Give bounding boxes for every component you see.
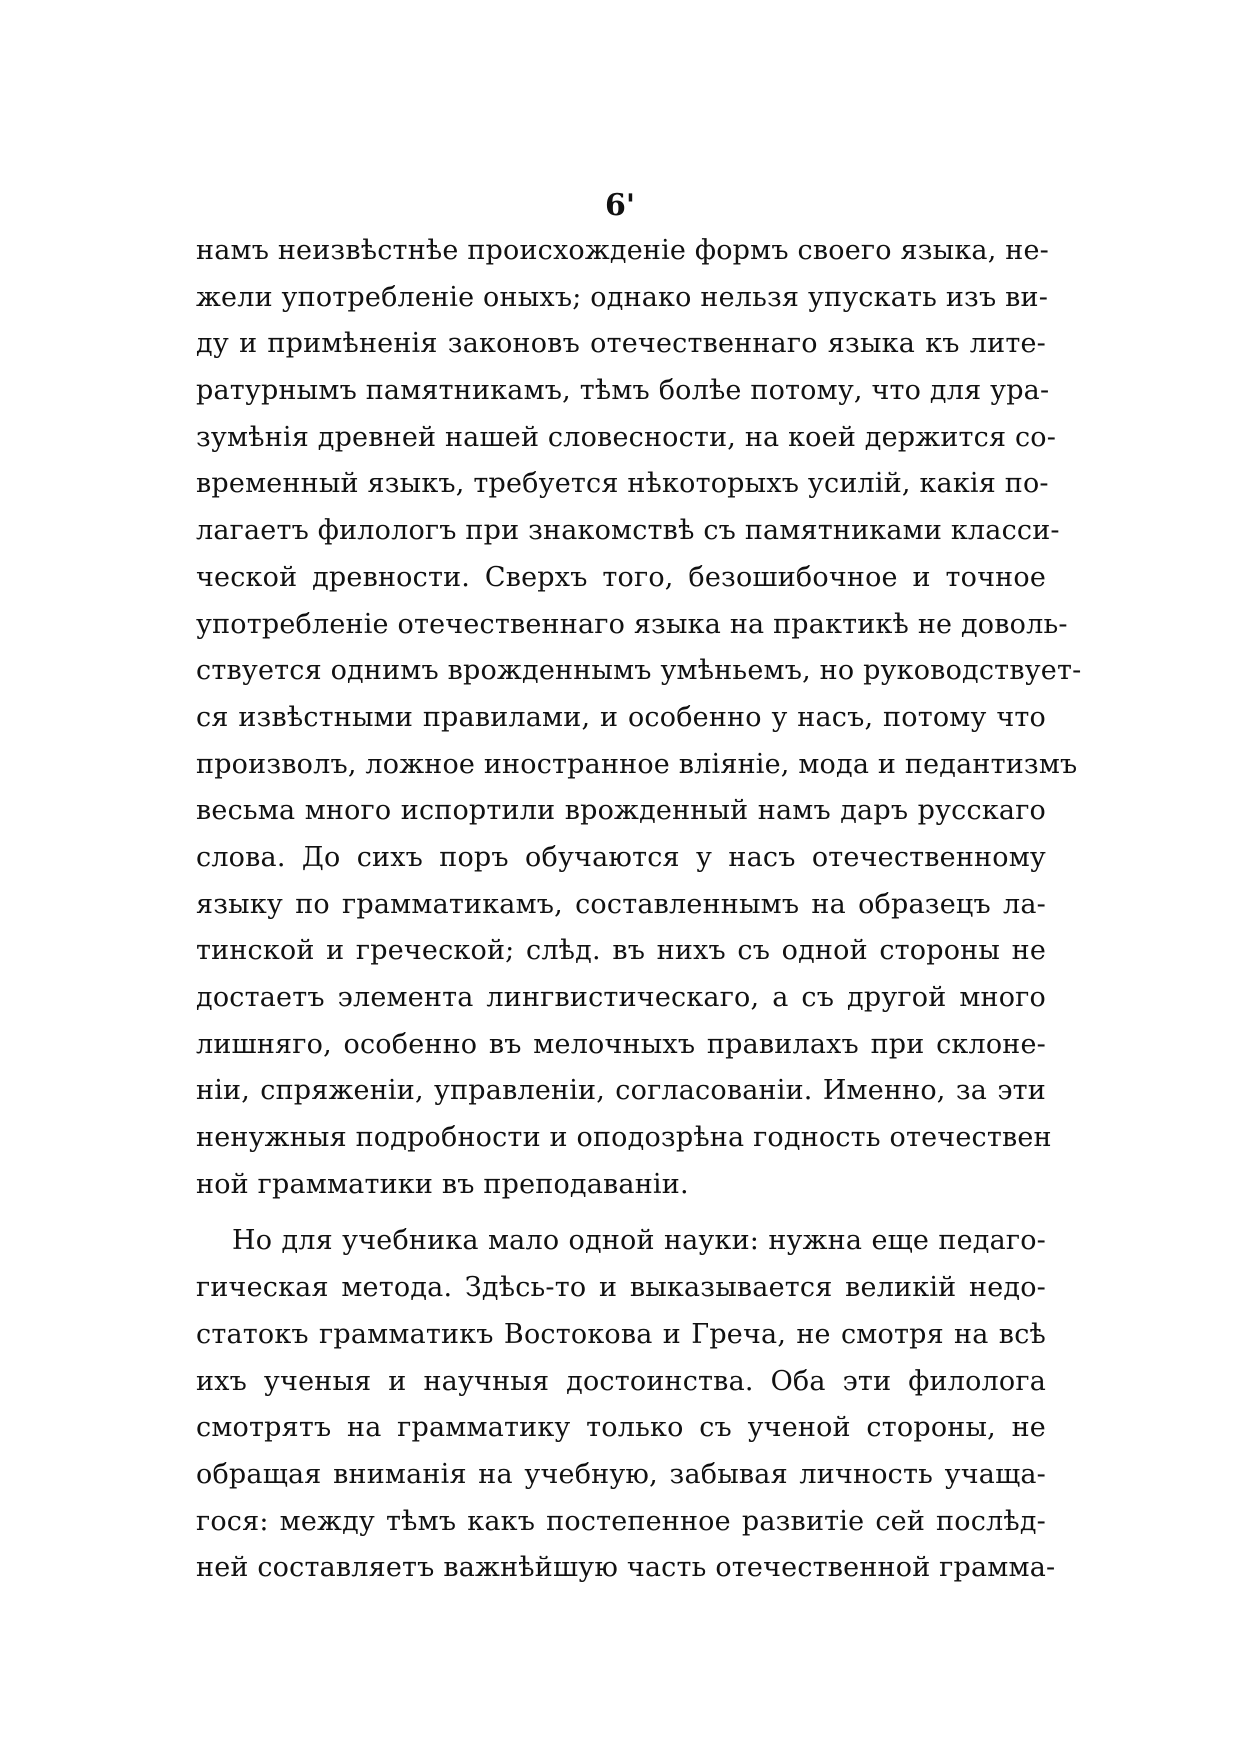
text-line: намъ неизвѣстнѣе происхожденіе формъ своего языка, не- xyxy=(196,235,1049,266)
page-number: 6' xyxy=(604,188,636,223)
paragraph-gap xyxy=(196,1208,1046,1218)
text-line: ческой древности. Сверхъ того, безошибочное и точное xyxy=(196,561,1046,593)
text-line: ихъ ученыя и научныя достоинства. Оба эти филолога xyxy=(196,1365,1046,1397)
text-line: ненужныя подробности и оподозрѣна годность отечествен xyxy=(196,1122,1052,1154)
text-line: лишняго, особенно въ мелочныхъ правилахъ при склоне- xyxy=(196,1028,1046,1060)
text-line: ней составляетъ важнѣйшую часть отечественной грамма- xyxy=(196,1552,1056,1584)
text-line: гическая метода. Здѣсь-то и выказывается великій недо- xyxy=(196,1272,1046,1304)
text-line: зумѣнія древней нашей словесности, на коей держится со- xyxy=(196,421,1057,453)
text-line: произволъ, ложное иностранное вліяніе, мода и педантизмъ xyxy=(196,748,1078,780)
text-line: гося: между тѣмъ какъ постепенное развитіе сей послѣд- xyxy=(196,1505,1046,1537)
text-line: слова. До сихъ поръ обучаются у насъ отечественному xyxy=(196,841,1046,873)
text-line: ной грамматики въ преподаваніи. xyxy=(196,1168,689,1200)
text-line: смотрятъ на грамматику только съ ученой стороны, не xyxy=(196,1412,1046,1444)
text-line: статокъ грамматикъ Востокова и Греча, не смотря на всѣ xyxy=(196,1318,1046,1350)
text-line: Но для учебника мало одной науки: нужна еще педаго- xyxy=(232,1225,1046,1257)
text-line: ся извѣстными правилами, и особенно у насъ, потому что xyxy=(196,701,1046,733)
text-line: лагаетъ филологъ при знакомствѣ съ памятниками класси- xyxy=(196,515,1060,547)
text-line: жели употребленіе оныхъ; однако нельзя упускать изъ ви- xyxy=(196,281,1049,313)
paragraph-2 xyxy=(196,1218,1056,1592)
text-line: ствуется однимъ врожденнымъ умѣньемъ, но руководствует- xyxy=(196,655,1082,687)
text-line: ратурнымъ памятникамъ, тѣмъ болѣе потому, что для ура- xyxy=(196,375,1050,407)
body-text xyxy=(196,228,1082,1592)
text-line: достаетъ элемента лингвистическаго, а съ другой много xyxy=(196,982,1046,1013)
text-line: языку по грамматикамъ, составленнымъ на образецъ ла- xyxy=(196,888,1046,920)
text-line: весьма много испортили врожденный намъ даръ русскаго xyxy=(196,795,1046,827)
text-line: обращая вниманія на учебную, забывая личность учаща- xyxy=(196,1458,1046,1490)
text-line: употребленіе отечественнаго языка на практикѣ не доволь- xyxy=(196,608,1068,640)
text-line: временный языкъ, требуется нѣкоторыхъ усилій, какія по- xyxy=(196,468,1049,500)
text-line: ніи, спряженіи, управленіи, согласованіи. Именно, за эти xyxy=(196,1075,1046,1107)
paragraph-1 xyxy=(196,228,1082,1208)
text-line: тинской и греческой; слѣд. въ нихъ съ одной стороны не xyxy=(196,935,1046,967)
text-line: ду и примѣненія законовъ отечественнаго языка къ лите- xyxy=(196,328,1046,360)
